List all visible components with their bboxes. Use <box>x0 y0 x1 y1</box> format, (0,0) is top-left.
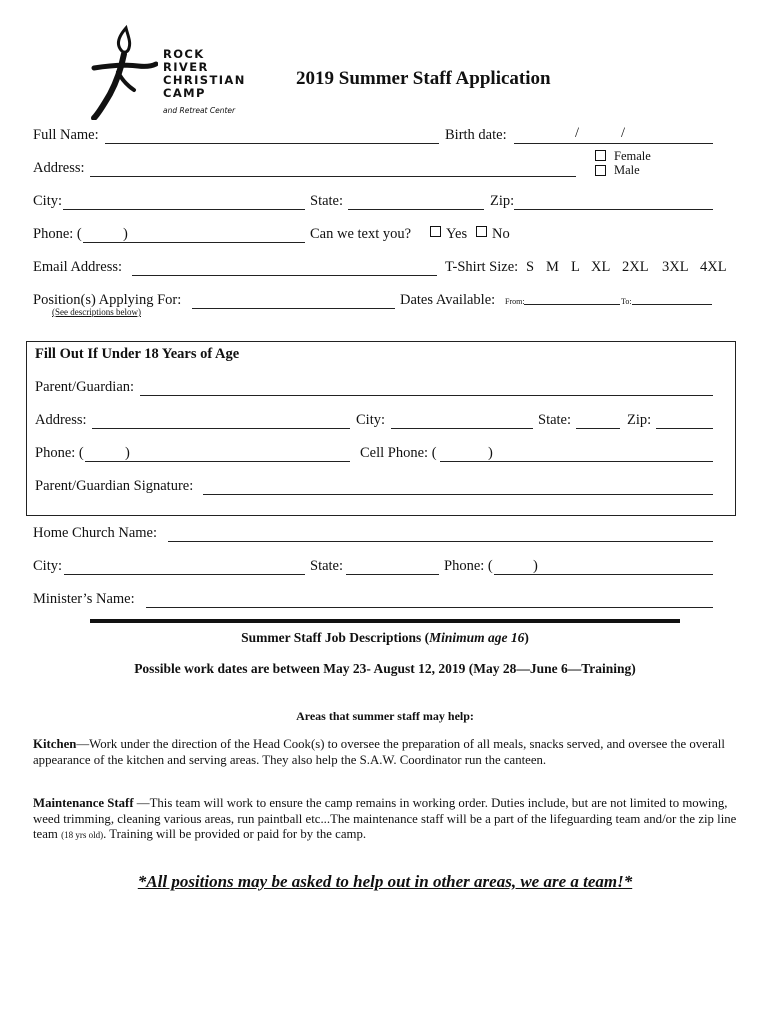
guardian-cell-paren: ) <box>488 445 493 461</box>
church-phone-paren: ) <box>533 558 538 574</box>
guardian-state-field[interactable] <box>576 411 620 429</box>
full-name-label: Full Name: <box>33 127 99 143</box>
work-dates-line: Possible work dates are between May 23- August 12, 2019 (May 28—June 6—Training) <box>134 661 636 676</box>
birth-date-field[interactable] <box>514 126 713 144</box>
positions-label: Position(s) Applying For: <box>33 292 182 308</box>
text-yes-checkbox[interactable] <box>430 226 441 237</box>
text-question-label: Can we text you? <box>310 226 412 242</box>
state-label: State: <box>310 193 344 209</box>
minister-name-label: Minister’s Name: <box>33 591 135 607</box>
phone-paren: ) <box>123 226 128 242</box>
guardian-signature-label: Parent/Guardian Signature: <box>35 478 194 494</box>
flame-cross-icon <box>88 24 158 120</box>
guardian-state-label: State: <box>538 412 572 428</box>
guardian-phone-label: Phone: ( <box>35 445 84 461</box>
tshirt-size-label: T-Shirt Size: <box>445 259 519 275</box>
tshirt-size-4xl[interactable]: 4XL <box>700 259 727 275</box>
email-label: Email Address: <box>33 259 123 275</box>
email-field[interactable] <box>132 258 437 276</box>
birth-date-separator: / <box>575 125 580 141</box>
church-phone-label: Phone: ( <box>444 558 493 574</box>
city-field[interactable] <box>63 192 305 210</box>
church-phone-field[interactable] <box>494 557 713 575</box>
tshirt-size-2xl[interactable]: 2XL <box>622 259 649 275</box>
tshirt-size-3xl[interactable]: 3XL <box>662 259 689 275</box>
guardian-address-field[interactable] <box>92 411 350 429</box>
guardian-signature-field[interactable] <box>203 477 713 495</box>
logo-subtitle: and Retreat Center <box>163 106 236 115</box>
text-no-label: No <box>492 226 510 242</box>
city-label: City: <box>33 193 63 209</box>
kitchen-description: Kitchen—Work under the direction of the Head Cook(s) to oversee the preparation of all meals, snacks served, and oversee the overall appearance of the kitchen and serving areas. They also help the S.A.W. Coordinator run the canteen. <box>33 737 725 767</box>
from-label: From: <box>505 297 525 306</box>
birth-date-label: Birth date: <box>445 127 507 143</box>
guardian-address-label: Address: <box>35 412 87 428</box>
from-date-field[interactable] <box>524 289 620 305</box>
zip-field[interactable] <box>514 192 713 210</box>
guardian-cell-field[interactable] <box>440 444 713 462</box>
section-divider <box>90 619 680 623</box>
state-field[interactable] <box>348 192 484 210</box>
phone-field[interactable] <box>83 225 305 243</box>
tshirt-size-l[interactable]: L <box>571 259 580 275</box>
under-18-heading: Fill Out If Under 18 Years of Age <box>35 346 240 362</box>
text-no-checkbox[interactable] <box>476 226 487 237</box>
positions-note[interactable]: (See descriptions below) <box>52 307 141 317</box>
dates-available-label: Dates Available: <box>400 292 496 308</box>
guardian-label: Parent/Guardian: <box>35 379 135 395</box>
page-title: 2019 Summer Staff Application <box>296 68 551 89</box>
female-label: Female <box>614 149 651 163</box>
to-label: To: <box>621 297 632 306</box>
logo-name: ROCK RIVER CHRISTIAN CAMP <box>163 47 246 100</box>
tshirt-size-s[interactable]: S <box>526 259 535 275</box>
guardian-zip-field[interactable] <box>656 411 713 429</box>
guardian-cell-label: Cell Phone: ( <box>360 445 437 461</box>
guardian-city-label: City: <box>356 412 386 428</box>
job-descriptions-heading: Summer Staff Job Descriptions (Minimum age 16) <box>241 630 529 645</box>
guardian-phone-paren: ) <box>125 445 130 461</box>
maintenance-description: Maintenance Staff —This team will work to ensure the camp remains in working order. Duties include, but are not limited to mowing, weed trimming, cleaning various areas, run paintball etc...The maintenance staff will be a part of the lifeguarding team and/or the zip line team (18 yrs old). Training will be provided or paid for by the camp. <box>33 796 737 841</box>
female-checkbox[interactable] <box>595 150 606 161</box>
phone-label: Phone: ( <box>33 226 82 242</box>
tshirt-size-m[interactable]: M <box>546 259 559 275</box>
positions-field[interactable] <box>192 291 395 309</box>
guardian-zip-label: Zip: <box>627 412 652 428</box>
to-date-field[interactable] <box>632 289 712 305</box>
church-state-field[interactable] <box>346 557 439 575</box>
footer-note: *All positions may be asked to help out in other areas, we are a team!* <box>137 872 633 891</box>
male-label: Male <box>614 163 640 177</box>
address-label: Address: <box>33 160 85 176</box>
male-checkbox[interactable] <box>595 165 606 176</box>
guardian-city-field[interactable] <box>391 411 533 429</box>
church-state-label: State: <box>310 558 344 574</box>
birth-date-separator: / <box>621 125 626 141</box>
minister-name-field[interactable] <box>146 590 713 608</box>
camp-logo <box>88 24 258 120</box>
areas-heading: Areas that summer staff may help: <box>296 709 474 723</box>
guardian-field[interactable] <box>140 378 713 396</box>
zip-label: Zip: <box>490 193 515 209</box>
church-city-label: City: <box>33 558 63 574</box>
full-name-field[interactable] <box>105 126 439 144</box>
text-yes-label: Yes <box>446 226 468 242</box>
church-name-field[interactable] <box>168 524 713 542</box>
address-field[interactable] <box>90 159 576 177</box>
church-name-label: Home Church Name: <box>33 525 158 541</box>
tshirt-size-xl[interactable]: XL <box>591 259 611 275</box>
church-city-field[interactable] <box>64 557 305 575</box>
